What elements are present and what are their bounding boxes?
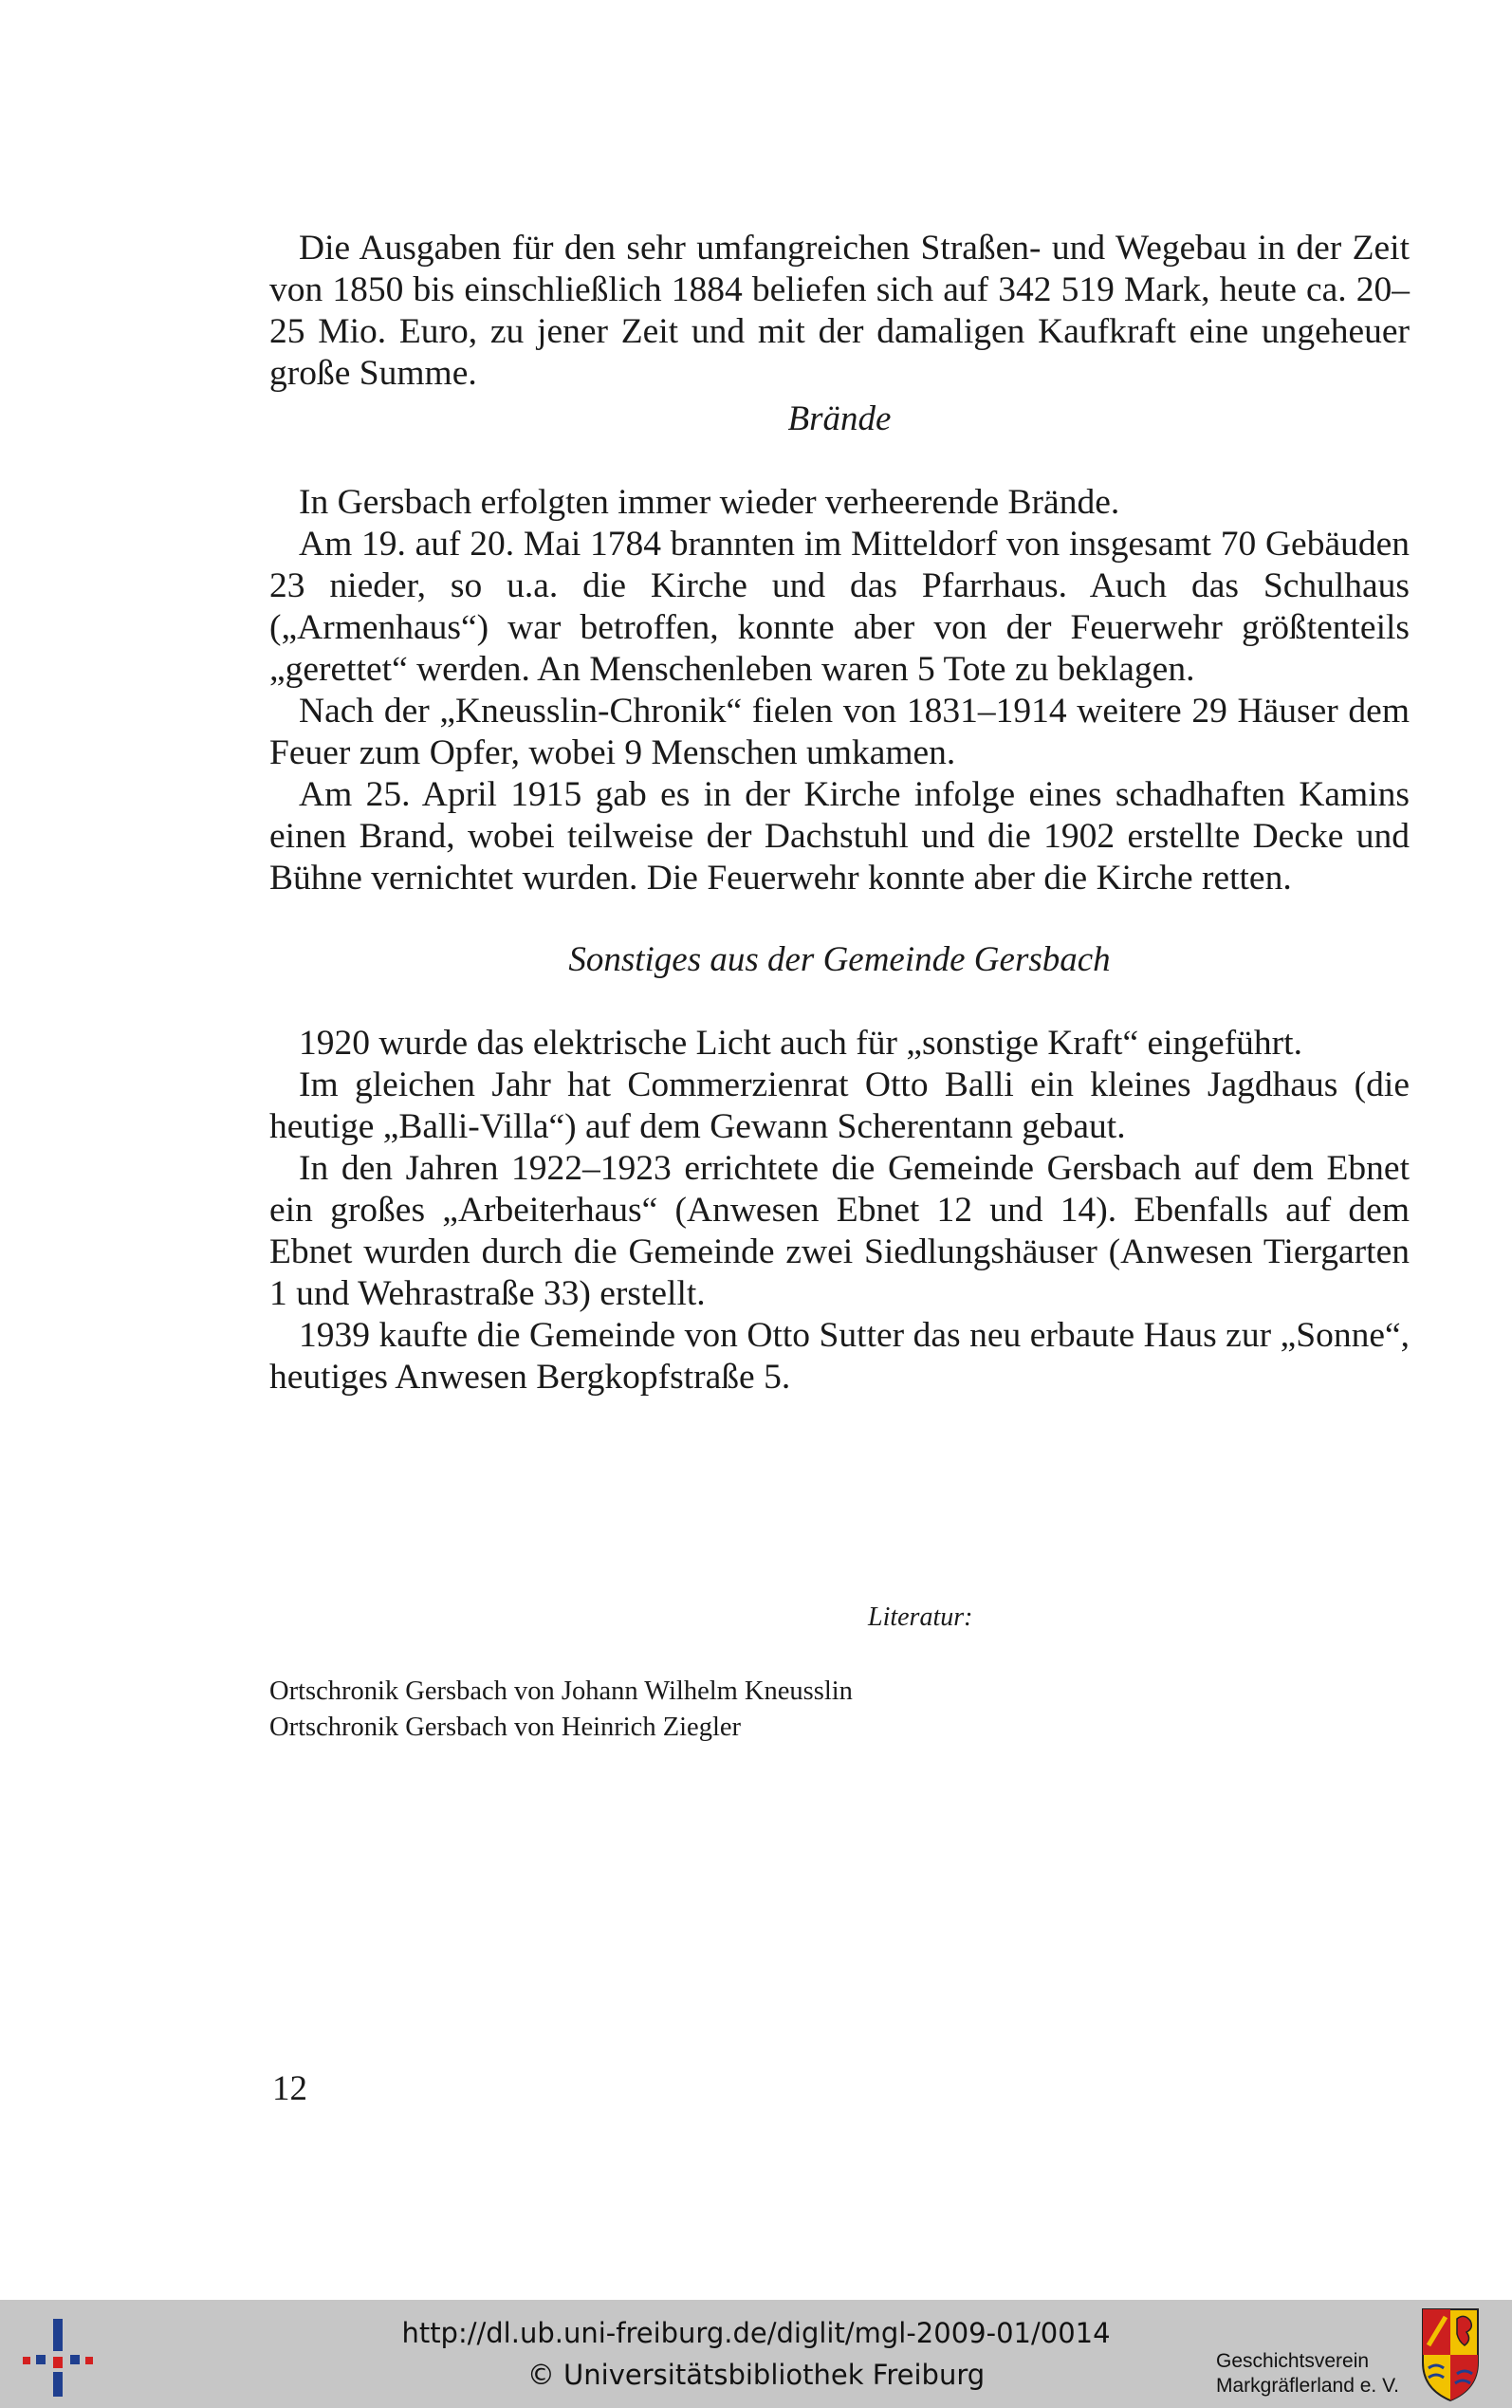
literatur-item: Ortschronik Gersbach von Heinrich Ziegler (269, 1713, 741, 1742)
literatur-label: Literatur: (868, 1602, 973, 1632)
society-crest-icon (1421, 2307, 1480, 2402)
society-name (1216, 2349, 1399, 2399)
braende-paragraph: Nach der „Kneusslin-Chronik“ fielen von 1831–1914 weitere 29 Häuser dem Feuer zum Opfer, wobei 9 Menschen umkamen. (269, 692, 1410, 772)
literatur-list (269, 1674, 853, 1746)
society-name-line: Markgräflerland e. V. (1216, 2375, 1399, 2397)
footer-copyright: © Universitätsbibliothek Freiburg (526, 2359, 986, 2391)
braende-paragraph: In Gersbach erfolgten immer wieder verheerende Brände. (299, 483, 1120, 522)
footer-url-link[interactable]: http://dl.ub.uni-freiburg.de/diglit/mgl-2009-01/0014 (401, 2317, 1111, 2349)
braende-paragraph: Am 25. April 1915 gab es in der Kirche infolge eines schadhaften Kamins einen Brand, wobei teilweise der Dachstuhl und die 1902 erstellte Decke und Bühne vernichtet wurden. Die Feuerwehr konnte aber die Kirche retten. (269, 775, 1410, 898)
literatur-item: Ortschronik Gersbach von Johann Wilhelm Kneusslin (269, 1676, 853, 1706)
sonstiges-paragraph: Im gleichen Jahr hat Commerzienrat Otto Balli ein kleines Jagdhaus (die heutige „Balli-Villa“) auf dem Gewann Scherentann gebaut. (269, 1065, 1410, 1146)
sonstiges-paragraph: 1939 kaufte die Gemeinde von Otto Sutter das neu erbaute Haus zur „Sonne“, heutiges Anwesen Bergkopfstraße 5. (269, 1316, 1410, 1397)
footer-bar (0, 2300, 1512, 2408)
intro-block (269, 228, 1410, 395)
intro-paragraph: Die Ausgaben für den sehr umfangreichen Straßen- und Wegebau in der Zeit von 1850 bis einschließlich 1884 beliefen sich auf 342 519 Mark, heute ca. 20–25 Mio. Euro, zu jener Zeit und mit der damaligen Kaufkraft eine ungeheuer große Summe. (269, 229, 1410, 393)
page-number: 12 (272, 2069, 307, 2108)
sonstiges-paragraph: In den Jahren 1922–1923 errichtete die Gemeinde Gersbach auf dem Ebnet ein großes „Arbeiterhaus“ (Anwesen Ebnet 12 und 14). Ebenfalls auf dem Ebnet wurden durch die Gemeinde zwei Siedlungshäuser (Anwesen Tiergarten 1 und Wehrastraße 33) erstellt. (269, 1149, 1410, 1313)
sonstiges-paragraph: 1920 wurde das elektrische Licht auch für „sonstige Kraft“ eingeführt. (299, 1024, 1302, 1063)
braende-paragraph: Am 19. auf 20. Mai 1784 brannten im Mitteldorf von insgesamt 70 Gebäuden 23 nieder, so u.a. die Kirche und das Pfarrhaus. Auch das Schulhaus („Armenhaus“) war betroffen, konnte aber von der Feuerwehr größtenteils „gerettet“ werden. An Menschenleben waren 5 Tote zu beklagen. (269, 525, 1410, 689)
heading-sonstiges: Sonstiges aus der Gemeinde Gersbach (568, 940, 1111, 979)
braende-block (269, 482, 1410, 899)
sonstiges-block (269, 1023, 1410, 1398)
society-name-line: Geschichtsverein (1216, 2350, 1370, 2372)
heading-braende: Brände (787, 399, 892, 438)
